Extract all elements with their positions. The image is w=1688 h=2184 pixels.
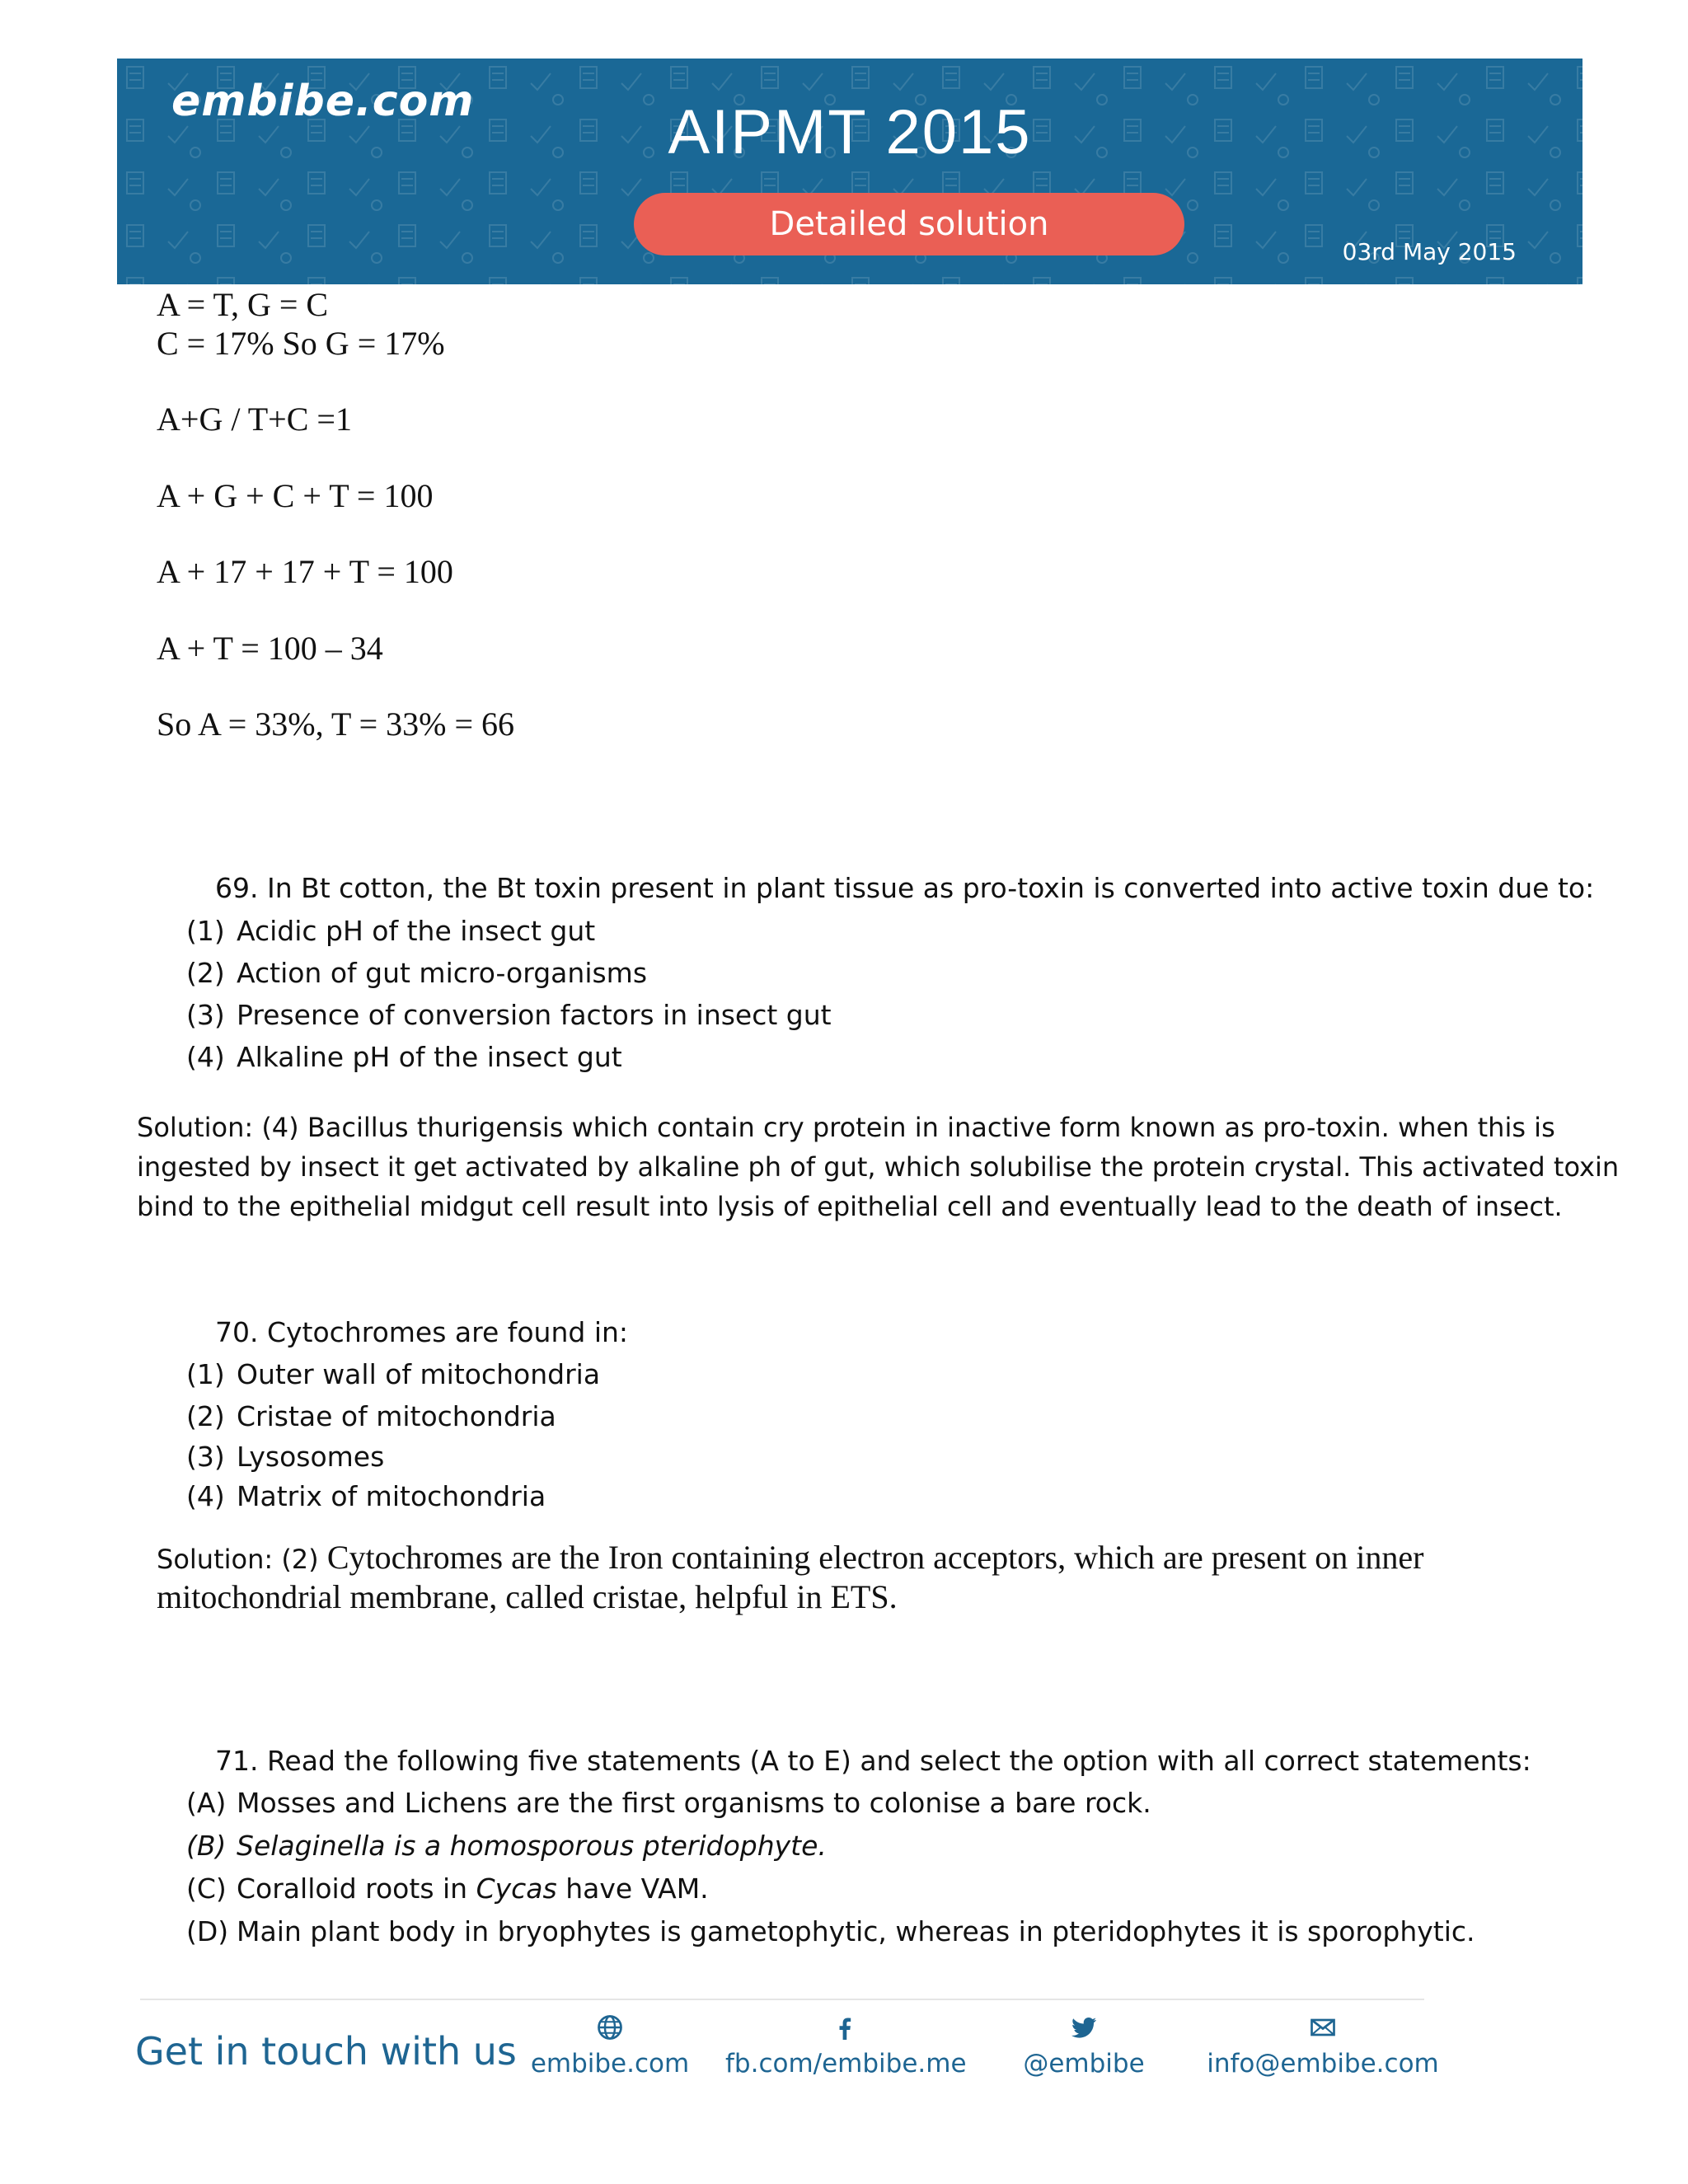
solution-69 — [137, 1108, 1620, 1226]
option-number: (2) — [186, 1400, 225, 1432]
detailed-solution-badge: Detailed solution — [634, 193, 1184, 255]
option-text: Alkaline pH of the insect gut — [237, 1041, 622, 1073]
solution-line: bind to the epithelial midgut cell result into lysis of epithelial cell and eventually lead to the death of insect. — [137, 1191, 1563, 1222]
solution-line: ingested by insect it get activated by alkaline ph of gut, which solubilise the protein crystal. This activated toxin — [137, 1151, 1620, 1183]
question-69: 69. In Bt cotton, the Bt toxin present in plant tissue as pro-toxin is converted into active toxin due to: — [215, 872, 1595, 904]
contact-text: fb.com/embibe.me — [725, 2049, 967, 2079]
solution-70 — [157, 1538, 1423, 1577]
question-71: 71. Read the following five statements (A to E) and select the option with all correct statements: — [215, 1745, 1531, 1777]
option-text: Outer wall of mitochondria — [237, 1358, 601, 1390]
option-number: (3) — [186, 999, 225, 1031]
exam-title: AIPMT 2015 — [668, 97, 1032, 167]
contact-website[interactable] — [528, 2013, 692, 2079]
header-banner — [117, 59, 1582, 284]
work-line: So A = 33%, T = 33% = 66 — [157, 705, 515, 743]
statement-letter: (D) — [186, 1915, 229, 1947]
statement-text-part: have VAM. — [556, 1872, 709, 1905]
work-line: C = 17% So G = 17% — [157, 325, 445, 362]
option-text: Cristae of mitochondria — [237, 1400, 556, 1432]
work-line: A + G + C + T = 100 — [157, 477, 434, 514]
work-line: A = T, G = C — [157, 286, 329, 323]
solution-label: Solution: (2) — [157, 1544, 327, 1575]
statement-letter: (C) — [186, 1872, 227, 1905]
work-line: A+G / T+C =1 — [157, 401, 352, 438]
solution-text: Cytochromes are the Iron containing electron acceptors, which are present on inner — [326, 1539, 1424, 1576]
statement-text-italic: Cycas — [476, 1872, 557, 1905]
twitter-icon — [1069, 2013, 1099, 2042]
globe-icon — [595, 2013, 625, 2042]
option-text: Presence of conversion factors in insect gut — [237, 999, 832, 1031]
statement-text: Main plant body in bryophytes is gametophytic, whereas in pteridophytes it is sporophytic. — [237, 1915, 1475, 1947]
brand-logo: embibe.com — [171, 77, 475, 126]
solution-line: Solution: (4) Bacillus thurigensis which contain cry protein in inactive form known as pro-toxin. when this is — [137, 1112, 1555, 1143]
contact-twitter[interactable] — [1006, 2013, 1162, 2079]
option-text: Lysosomes — [237, 1441, 385, 1473]
exam-date: 03rd May 2015 — [1342, 238, 1517, 265]
option-number: (4) — [186, 1041, 225, 1073]
statement-text-part: Coralloid roots in — [237, 1872, 476, 1905]
work-line: A + 17 + 17 + T = 100 — [157, 553, 453, 590]
option-number: (1) — [186, 915, 225, 947]
facebook-icon — [830, 2013, 860, 2042]
option-text: Action of gut micro-organisms — [237, 957, 648, 989]
question-70: 70. Cytochromes are found in: — [215, 1316, 629, 1348]
option-text: Acidic pH of the insect gut — [237, 915, 596, 947]
contact-facebook[interactable] — [725, 2013, 967, 2079]
option-number: (4) — [186, 1480, 225, 1512]
statement-text — [237, 1872, 709, 1905]
contact-email[interactable] — [1195, 2013, 1451, 2079]
contact-text: @embibe — [1023, 2049, 1145, 2079]
contact-text: info@embibe.com — [1207, 2049, 1439, 2079]
footer-title: Get in touch with us — [135, 2029, 517, 2074]
statement-letter: (B) — [186, 1830, 227, 1862]
footer-divider — [140, 1999, 1424, 2000]
contact-text: embibe.com — [530, 2049, 690, 2079]
option-number: (3) — [186, 1441, 225, 1473]
statement-letter: (A) — [186, 1787, 227, 1819]
statement-text: Mosses and Lichens are the first organisms to colonise a bare rock. — [237, 1787, 1151, 1819]
option-number: (1) — [186, 1358, 225, 1390]
option-text: Matrix of mitochondria — [237, 1480, 546, 1512]
statement-text: Selaginella is a homosporous pteridophyte. — [237, 1830, 827, 1862]
mail-icon — [1308, 2013, 1338, 2042]
option-number: (2) — [186, 957, 225, 989]
solution-70-line-2: mitochondrial membrane, called cristae, helpful in ETS. — [157, 1578, 898, 1615]
work-line: A + T = 100 – 34 — [157, 630, 383, 667]
